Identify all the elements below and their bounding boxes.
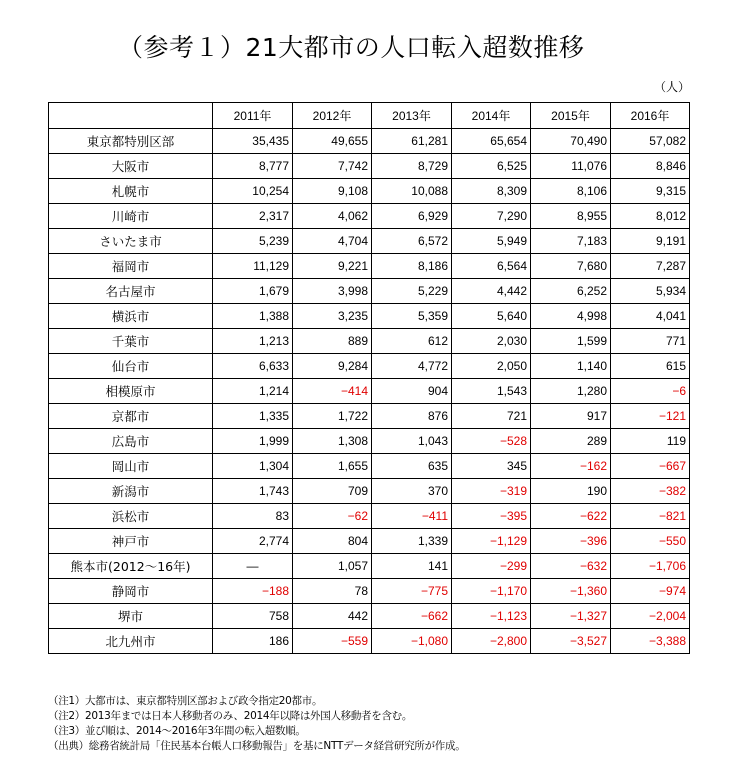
value-cell: −162 xyxy=(531,454,611,479)
city-name: 神戸市 xyxy=(49,529,213,554)
unit-label: （人） xyxy=(654,80,691,94)
value-cell: 1,743 xyxy=(213,479,293,504)
value-cell: 6,633 xyxy=(213,354,293,379)
table-row xyxy=(49,504,690,529)
city-name: 堺市 xyxy=(49,604,213,629)
table-row xyxy=(49,529,690,554)
value-cell: 1,679 xyxy=(213,279,293,304)
city-name: さいたま市 xyxy=(49,229,213,254)
value-cell: 5,949 xyxy=(452,229,531,254)
value-cell: 8,777 xyxy=(213,154,293,179)
value-cell: 8,955 xyxy=(531,204,611,229)
value-cell: 11,076 xyxy=(531,154,611,179)
value-cell: 721 xyxy=(452,404,531,429)
value-cell: 8,309 xyxy=(452,179,531,204)
value-cell: 6,929 xyxy=(372,204,452,229)
footnote-line: （注1）大都市は、東京都特別区部および政令指定20都市。 xyxy=(48,695,323,707)
value-cell: −550 xyxy=(611,529,690,554)
value-cell: 61,281 xyxy=(372,129,452,154)
value-cell: 8,106 xyxy=(531,179,611,204)
table-row xyxy=(49,579,690,604)
table-row xyxy=(49,629,690,654)
value-cell: 5,934 xyxy=(611,279,690,304)
value-cell: 8,012 xyxy=(611,204,690,229)
value-cell: 1,999 xyxy=(213,429,293,454)
value-cell: 1,140 xyxy=(531,354,611,379)
value-cell: 289 xyxy=(531,429,611,454)
table-row xyxy=(49,479,690,504)
year-header: 2011年 xyxy=(213,103,293,129)
value-cell: −1,170 xyxy=(452,579,531,604)
table-row xyxy=(49,129,690,154)
value-cell: −662 xyxy=(372,604,452,629)
value-cell: 635 xyxy=(372,454,452,479)
value-cell: 904 xyxy=(372,379,452,404)
value-cell: −559 xyxy=(293,629,372,654)
value-cell: 1,280 xyxy=(531,379,611,404)
value-cell: 615 xyxy=(611,354,690,379)
city-name: 静岡市 xyxy=(49,579,213,604)
value-cell: 6,564 xyxy=(452,254,531,279)
value-cell: 1,304 xyxy=(213,454,293,479)
value-cell: −1,123 xyxy=(452,604,531,629)
value-cell: 78 xyxy=(293,579,372,604)
value-cell: 1,655 xyxy=(293,454,372,479)
value-cell: 11,129 xyxy=(213,254,293,279)
table-row xyxy=(49,604,690,629)
value-cell: 7,287 xyxy=(611,254,690,279)
table-row xyxy=(49,279,690,304)
value-cell: 83 xyxy=(213,504,293,529)
value-cell: −396 xyxy=(531,529,611,554)
value-cell: −1,129 xyxy=(452,529,531,554)
value-cell: 5,229 xyxy=(372,279,452,304)
value-cell: 370 xyxy=(372,479,452,504)
value-cell: 5,359 xyxy=(372,304,452,329)
city-name: 新潟市 xyxy=(49,479,213,504)
city-name: 仙台市 xyxy=(49,354,213,379)
population-table xyxy=(48,102,690,654)
value-cell: 119 xyxy=(611,429,690,454)
value-cell: 5,640 xyxy=(452,304,531,329)
value-cell: 4,772 xyxy=(372,354,452,379)
value-cell: 6,252 xyxy=(531,279,611,304)
table-row xyxy=(49,354,690,379)
value-cell: 10,088 xyxy=(372,179,452,204)
value-cell: 10,254 xyxy=(213,179,293,204)
table-row xyxy=(49,154,690,179)
value-cell: −632 xyxy=(531,554,611,579)
table-row xyxy=(49,554,690,579)
value-cell: 709 xyxy=(293,479,372,504)
value-cell: −1,706 xyxy=(611,554,690,579)
value-cell: −319 xyxy=(452,479,531,504)
value-cell: 186 xyxy=(213,629,293,654)
value-cell: 35,435 xyxy=(213,129,293,154)
value-cell: 4,062 xyxy=(293,204,372,229)
value-cell: 2,050 xyxy=(452,354,531,379)
value-cell: 8,186 xyxy=(372,254,452,279)
value-cell: 8,729 xyxy=(372,154,452,179)
value-cell: −622 xyxy=(531,504,611,529)
value-cell: −667 xyxy=(611,454,690,479)
value-cell: 141 xyxy=(372,554,452,579)
value-cell: 345 xyxy=(452,454,531,479)
city-name: 千葉市 xyxy=(49,329,213,354)
value-cell: 917 xyxy=(531,404,611,429)
table-row xyxy=(49,379,690,404)
value-cell: 758 xyxy=(213,604,293,629)
value-cell: 4,998 xyxy=(531,304,611,329)
value-cell: −414 xyxy=(293,379,372,404)
value-cell: 4,704 xyxy=(293,229,372,254)
table-row xyxy=(49,304,690,329)
city-name: 東京都特別区部 xyxy=(49,129,213,154)
value-cell: 9,284 xyxy=(293,354,372,379)
table-row xyxy=(49,329,690,354)
city-name: 相模原市 xyxy=(49,379,213,404)
value-cell: 5,239 xyxy=(213,229,293,254)
value-cell: −1,080 xyxy=(372,629,452,654)
value-cell: −3,527 xyxy=(531,629,611,654)
value-cell: 1,057 xyxy=(293,554,372,579)
value-cell: 612 xyxy=(372,329,452,354)
value-cell: 70,490 xyxy=(531,129,611,154)
table-row xyxy=(49,229,690,254)
footnote-line: （注3）並び順は、2014～2016年3年間の転入超数順。 xyxy=(48,725,306,737)
value-cell: 49,655 xyxy=(293,129,372,154)
city-name: 北九州市 xyxy=(49,629,213,654)
value-cell: 9,221 xyxy=(293,254,372,279)
value-cell: 7,290 xyxy=(452,204,531,229)
value-cell: −121 xyxy=(611,404,690,429)
value-cell: −1,327 xyxy=(531,604,611,629)
table-row xyxy=(49,254,690,279)
value-cell: 1,213 xyxy=(213,329,293,354)
table-row xyxy=(49,404,690,429)
city-name: 京都市 xyxy=(49,404,213,429)
value-cell: −974 xyxy=(611,579,690,604)
value-cell: 2,774 xyxy=(213,529,293,554)
value-cell: 4,442 xyxy=(452,279,531,304)
value-cell: 889 xyxy=(293,329,372,354)
value-cell: 1,722 xyxy=(293,404,372,429)
city-name: 福岡市 xyxy=(49,254,213,279)
value-cell: 2,030 xyxy=(452,329,531,354)
value-cell: 65,654 xyxy=(452,129,531,154)
value-cell: 804 xyxy=(293,529,372,554)
value-cell: 9,191 xyxy=(611,229,690,254)
footnotes xyxy=(48,694,465,754)
value-cell: 7,742 xyxy=(293,154,372,179)
value-cell: −1,360 xyxy=(531,579,611,604)
year-header: 2013年 xyxy=(372,103,452,129)
value-cell: 1,308 xyxy=(293,429,372,454)
value-cell: −395 xyxy=(452,504,531,529)
value-cell: 4,041 xyxy=(611,304,690,329)
header-corner xyxy=(49,103,213,129)
value-cell: −528 xyxy=(452,429,531,454)
value-cell: 876 xyxy=(372,404,452,429)
table-row xyxy=(49,179,690,204)
value-cell: −2,800 xyxy=(452,629,531,654)
table-row xyxy=(49,204,690,229)
year-header: 2015年 xyxy=(531,103,611,129)
value-cell: 1,388 xyxy=(213,304,293,329)
value-cell: 3,235 xyxy=(293,304,372,329)
value-cell: 6,525 xyxy=(452,154,531,179)
value-cell: ― xyxy=(213,554,293,579)
city-name: 岡山市 xyxy=(49,454,213,479)
value-cell: −299 xyxy=(452,554,531,579)
city-name: 広島市 xyxy=(49,429,213,454)
value-cell: 1,214 xyxy=(213,379,293,404)
footnote-line: （注2）2013年までは日本人移動者のみ、2014年以降は外国人移動者を含む。 xyxy=(48,710,413,722)
value-cell: −411 xyxy=(372,504,452,529)
footnote-line: （出典）総務省統計局「住民基本台帳人口移動報告」を基にNTTデータ経営研究所が作成。 xyxy=(48,740,466,752)
city-name: 横浜市 xyxy=(49,304,213,329)
value-cell: −3,388 xyxy=(611,629,690,654)
value-cell: −2,004 xyxy=(611,604,690,629)
value-cell: 6,572 xyxy=(372,229,452,254)
city-name: 浜松市 xyxy=(49,504,213,529)
value-cell: 9,108 xyxy=(293,179,372,204)
value-cell: 1,335 xyxy=(213,404,293,429)
table-body xyxy=(49,103,690,654)
city-name: 札幌市 xyxy=(49,179,213,204)
city-name: 大阪市 xyxy=(49,154,213,179)
year-header: 2012年 xyxy=(293,103,372,129)
value-cell: 1,043 xyxy=(372,429,452,454)
value-cell: −775 xyxy=(372,579,452,604)
value-cell: −821 xyxy=(611,504,690,529)
value-cell: −6 xyxy=(611,379,690,404)
value-cell: 7,680 xyxy=(531,254,611,279)
year-header: 2014年 xyxy=(452,103,531,129)
value-cell: 1,543 xyxy=(452,379,531,404)
value-cell: 7,183 xyxy=(531,229,611,254)
city-name: 熊本市(2012～16年) xyxy=(49,554,213,579)
value-cell: 771 xyxy=(611,329,690,354)
page-title: （参考１）21大都市の人口転入超数推移 xyxy=(118,33,585,62)
city-name: 名古屋市 xyxy=(49,279,213,304)
value-cell: 9,315 xyxy=(611,179,690,204)
value-cell: 2,317 xyxy=(213,204,293,229)
value-cell: 1,599 xyxy=(531,329,611,354)
header-row xyxy=(49,103,690,129)
value-cell: −62 xyxy=(293,504,372,529)
value-cell: 1,339 xyxy=(372,529,452,554)
city-name: 川崎市 xyxy=(49,204,213,229)
value-cell: −188 xyxy=(213,579,293,604)
table-row xyxy=(49,429,690,454)
value-cell: 8,846 xyxy=(611,154,690,179)
table-row xyxy=(49,454,690,479)
value-cell: 57,082 xyxy=(611,129,690,154)
year-header: 2016年 xyxy=(611,103,690,129)
value-cell: 190 xyxy=(531,479,611,504)
value-cell: 3,998 xyxy=(293,279,372,304)
value-cell: 442 xyxy=(293,604,372,629)
value-cell: −382 xyxy=(611,479,690,504)
